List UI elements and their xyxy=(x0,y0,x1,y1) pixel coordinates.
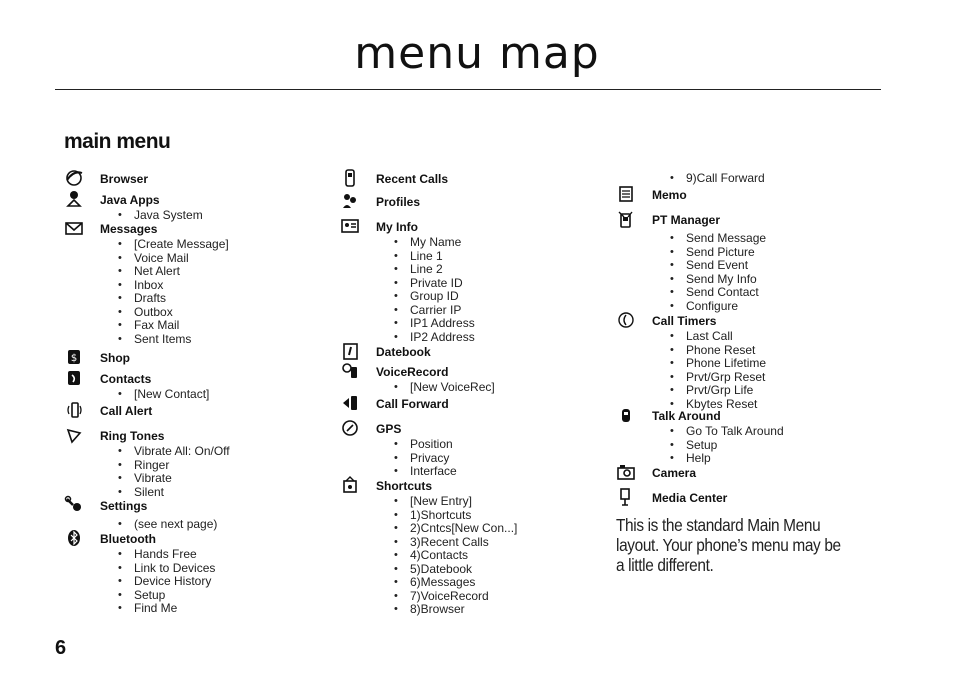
shortcuts-icon xyxy=(340,475,360,495)
envelope-icon xyxy=(64,218,84,238)
submenu-item: • Go To Talk Around xyxy=(686,425,784,439)
submenu-item: • Vibrate All: On/Off xyxy=(134,445,230,459)
id-card-icon xyxy=(340,216,360,236)
menu-item-call-forward: Call Forward xyxy=(376,397,449,411)
submenu-item: • Send Event xyxy=(686,259,748,273)
section-title: main menu xyxy=(64,130,171,153)
call-forward-icon xyxy=(340,393,360,413)
submenu-item: • Group ID xyxy=(410,290,459,304)
submenu-item: • Kbytes Reset xyxy=(686,398,757,412)
submenu-item: • 7)VoiceRecord xyxy=(410,590,489,604)
submenu-item: • 3)Recent Calls xyxy=(410,536,489,550)
submenu-item: • Setup xyxy=(134,589,165,603)
submenu-item: • Line 2 xyxy=(410,263,443,277)
submenu-item: • Line 1 xyxy=(410,250,443,264)
page-number: 6 xyxy=(55,637,67,659)
submenu-item: • Inbox xyxy=(134,279,163,293)
submenu-item: • Prvt/Grp Life xyxy=(686,384,753,398)
menu-item-browser: Browser xyxy=(100,172,149,186)
submenu-item: • Ringer xyxy=(134,459,169,473)
submenu-item: • Private ID xyxy=(410,277,463,291)
submenu-item: • 9)Call Forward xyxy=(686,172,765,186)
submenu-item: • [New Contact] xyxy=(134,388,209,402)
call-alert-icon xyxy=(64,400,84,420)
menu-item-datebook: Datebook xyxy=(376,345,431,359)
submenu-item: • Setup xyxy=(686,439,717,453)
compass-icon xyxy=(340,418,360,438)
submenu-item: • IP2 Address xyxy=(410,331,475,345)
bell-icon xyxy=(64,425,84,445)
submenu-item: • Sent Items xyxy=(134,333,191,347)
submenu-item: • Fax Mail xyxy=(134,319,179,333)
submenu-item: • [Create Message] xyxy=(134,238,229,252)
submenu-item: • [New Entry] xyxy=(410,495,472,509)
submenu-item: • Send Message xyxy=(686,232,766,246)
menu-item-gps: GPS xyxy=(376,422,402,436)
submenu-item: • Vibrate xyxy=(134,472,172,486)
submenu-item: • Voice Mail xyxy=(134,252,189,266)
title-divider xyxy=(55,89,881,90)
submenu-item: • 1)Shortcuts xyxy=(410,509,471,523)
submenu-item: • Hands Free xyxy=(134,548,197,562)
submenu-item: • Carrier IP xyxy=(410,304,461,318)
menu-item-my-info: My Info xyxy=(376,220,418,234)
svg-text:$: $ xyxy=(70,353,78,364)
pt-manager-icon xyxy=(616,209,636,229)
page-title: menu map xyxy=(354,28,600,79)
submenu-item: • Net Alert xyxy=(134,265,180,279)
submenu-item: • Outbox xyxy=(134,306,173,320)
submenu-item: • Configure xyxy=(686,300,738,314)
menu-item-settings: Settings xyxy=(100,499,148,513)
submenu-item: • Silent xyxy=(134,486,164,500)
menu-item-messages: Messages xyxy=(100,222,158,236)
camera-icon xyxy=(616,462,636,482)
submenu-item: • Privacy xyxy=(410,452,449,466)
submenu-item: • My Name xyxy=(410,236,461,250)
menu-item-ring-tones: Ring Tones xyxy=(100,429,165,443)
menu-item-bluetooth: Bluetooth xyxy=(100,532,156,546)
talk-around-icon xyxy=(616,405,636,425)
submenu-item: • (see next page) xyxy=(134,518,217,532)
menu-item-shortcuts: Shortcuts xyxy=(376,479,433,493)
menu-item-java-apps: Java Apps xyxy=(100,193,160,207)
recent-calls-icon xyxy=(340,168,360,188)
submenu-item: • 5)Datebook xyxy=(410,563,472,577)
submenu-item: • Send Picture xyxy=(686,246,755,260)
contacts-icon xyxy=(64,368,84,388)
submenu-item: • Help xyxy=(686,452,711,466)
submenu-item: • Java System xyxy=(134,209,203,223)
voice-record-icon xyxy=(340,361,360,381)
submenu-item: • Interface xyxy=(410,465,457,479)
submenu-item: • 6)Messages xyxy=(410,576,475,590)
submenu-item: • Send Contact xyxy=(686,286,759,300)
menu-item-voicerecord: VoiceRecord xyxy=(376,365,449,379)
menu-item-contacts: Contacts xyxy=(100,372,152,386)
menu-item-talk-around: Talk Around xyxy=(652,409,721,423)
submenu-item: • Link to Devices xyxy=(134,562,215,576)
submenu-item: • Last Call xyxy=(686,330,733,344)
menu-item-pt-manager: PT Manager xyxy=(652,213,721,227)
java-apps-icon xyxy=(64,189,84,209)
submenu-item: • 8)Browser xyxy=(410,603,465,617)
submenu-item: • [New VoiceRec] xyxy=(410,381,495,395)
submenu-item: • Send My Info xyxy=(686,273,757,287)
media-center-icon xyxy=(616,487,636,507)
submenu-item: • Phone Lifetime xyxy=(686,357,766,371)
submenu-item: • 2)Cntcs[New Con...] xyxy=(410,522,517,536)
submenu-item: • Phone Reset xyxy=(686,344,755,358)
submenu-item: • Prvt/Grp Reset xyxy=(686,371,765,385)
dollar-icon xyxy=(64,347,84,367)
submenu-item: • Device History xyxy=(134,575,211,589)
memo-icon xyxy=(616,184,636,204)
profiles-icon xyxy=(340,191,360,211)
menu-item-call-alert: Call Alert xyxy=(100,404,153,418)
menu-item-call-timers: Call Timers xyxy=(652,314,717,328)
menu-item-shop: Shop xyxy=(100,351,130,365)
wrench-gear-icon xyxy=(64,495,84,515)
menu-item-profiles: Profiles xyxy=(376,195,421,209)
browser-icon xyxy=(64,168,84,188)
submenu-item: • Position xyxy=(410,438,453,452)
submenu-item: • Drafts xyxy=(134,292,166,306)
datebook-icon xyxy=(340,341,360,361)
bluetooth-icon xyxy=(64,528,84,548)
menu-item-recent-calls: Recent Calls xyxy=(376,172,449,186)
note-text: This is the standard Main Menu layout. Your phone’s menu may be a little different. xyxy=(616,515,841,575)
menu-item-camera: Camera xyxy=(652,466,697,480)
menu-item-media-center: Media Center xyxy=(652,491,728,505)
call-timers-icon xyxy=(616,310,636,330)
submenu-item: • Find Me xyxy=(134,602,177,616)
submenu-item: • IP1 Address xyxy=(410,317,475,331)
submenu-item: • 4)Contacts xyxy=(410,549,468,563)
menu-item-memo: Memo xyxy=(652,188,687,202)
